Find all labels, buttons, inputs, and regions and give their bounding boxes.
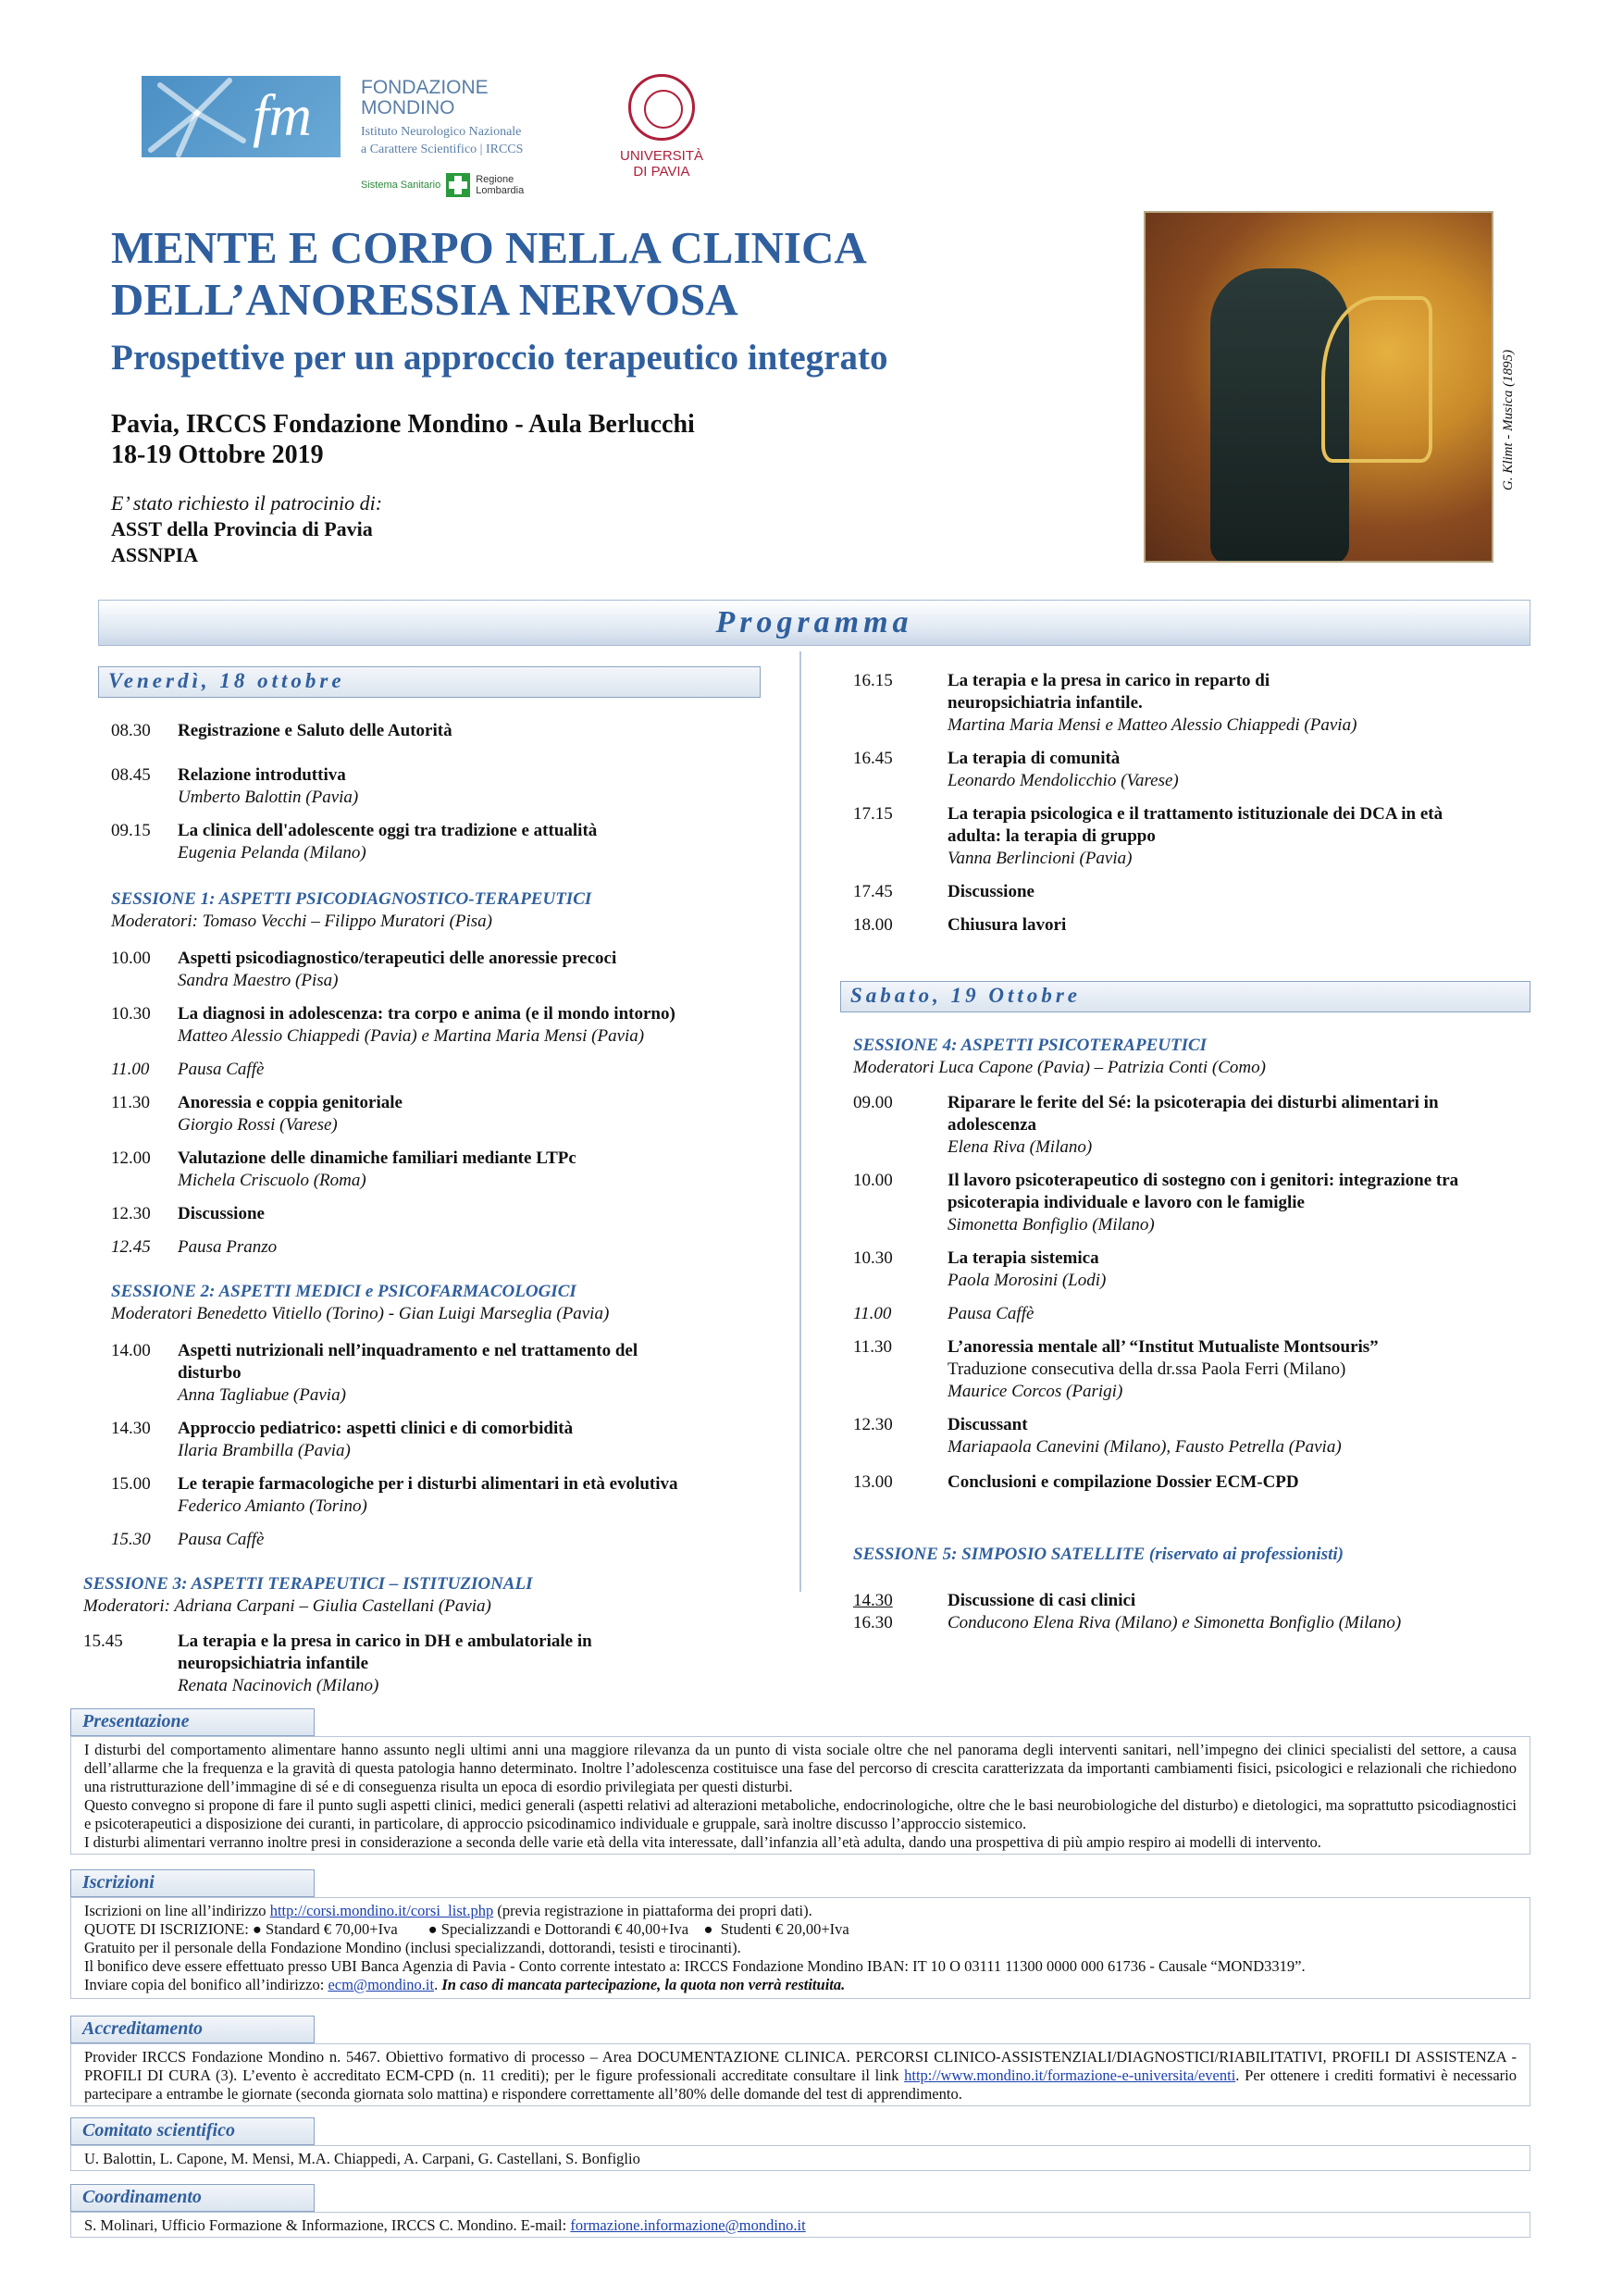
iscrizioni-link[interactable]: http://corsi.mondino.it/corsi_list.php xyxy=(269,1902,494,1919)
item-time: 10.30 xyxy=(853,1248,893,1268)
item-speaker: Maurice Corcos (Parigi) xyxy=(948,1382,1123,1401)
fm-sub-line-2: a Carattere Scientifico | IRCCS xyxy=(361,143,524,156)
session-moderators: Moderatori Benedetto Vitiello (Torino) - Gian Luigi Marseglia (Pavia) xyxy=(111,1304,610,1323)
session-heading: SESSIONE 1: ASPETTI PSICODIAGNOSTICO-TERAPEUTICI xyxy=(111,889,592,909)
item-time: 11.00 xyxy=(111,1060,150,1079)
item-title: Pausa Caffè xyxy=(178,1060,265,1079)
iscrizioni-text: Inviare copia del bonifico all’indirizzo: xyxy=(84,1976,328,1993)
item-title: Le terapie farmacologiche per i disturbi alimentari in età evolutiva xyxy=(178,1474,678,1494)
iscrizioni-bonifico: Il bonifico deve essere effettuato presso UBI Banca Agenzia di Pavia - Conto corrente intestato a: IRCCS Fondazione Mondino IBAN: IT 10 O 03111 11300 0000 000 61736 - Causale “MOND3319”. xyxy=(84,1957,1306,1975)
page-subtitle: Prospettive per un approccio terapeutico integrato xyxy=(111,338,888,378)
item-time: 09.00 xyxy=(853,1093,893,1112)
item-speaker: Eugenia Pelanda (Milano) xyxy=(178,843,366,863)
item-time: 14.00 xyxy=(111,1341,151,1360)
region-label-1: Regione xyxy=(476,174,514,185)
item-speaker: Mariapaola Canevini (Milano), Fausto Petrella (Pavia) xyxy=(948,1437,1342,1457)
ssr-label: Sistema Sanitario xyxy=(361,180,441,191)
item-time: 12.30 xyxy=(111,1204,151,1223)
item-time: 17.45 xyxy=(853,882,893,901)
region-label xyxy=(476,174,524,196)
event-place: Pavia, IRCCS Fondazione Mondino - Aula Berlucchi xyxy=(111,410,695,439)
item-speaker: Leonardo Mendolicchio (Varese) xyxy=(948,771,1179,790)
item-time: 18.00 xyxy=(853,915,893,935)
item-title: La diagnosi in adolescenza: tra corpo e anima (e il mondo intorno) xyxy=(178,1004,675,1024)
item-time: 10.30 xyxy=(111,1004,151,1024)
item-speaker: Sandra Maestro (Pisa) xyxy=(178,971,339,990)
item-time: 16.15 xyxy=(853,671,893,690)
item-title: Chiusura lavori xyxy=(948,915,1067,935)
item-time: 16.45 xyxy=(853,749,893,768)
item-title: Registrazione e Saluto delle Autorità xyxy=(178,721,452,740)
item-speaker: Paola Morosini (Lodi) xyxy=(948,1271,1107,1290)
fm-sub-line-1: Istituto Neurologico Nazionale xyxy=(361,125,522,139)
item-title: Conclusioni e compilazione Dossier ECM-CPD xyxy=(948,1472,1299,1492)
item-title: La clinica dell'adolescente oggi tra tradizione e attualità xyxy=(178,821,598,840)
accreditamento-box xyxy=(70,2043,1530,2106)
item-title: Anoressia e coppia genitoriale xyxy=(178,1093,403,1112)
item-speaker: Giorgio Rossi (Varese) xyxy=(178,1115,338,1135)
university-line-2: DI PAVIA xyxy=(633,164,690,180)
item-speaker: Matteo Alessio Chiappedi (Pavia) e Martina Maria Mensi (Pavia) xyxy=(178,1026,645,1046)
session-moderators: Moderatori Luca Capone (Pavia) – Patrizia Conti (Como) xyxy=(853,1058,1266,1077)
university-seal-icon xyxy=(628,74,695,141)
comitato-text: U. Balottin, L. Capone, M. Mensi, M.A. Chiappedi, A. Carpani, G. Castellani, S. Bonfiglio xyxy=(84,2150,640,2167)
session-heading: SESSIONE 2: ASPETTI MEDICI e PSICOFARMACOLOGICI xyxy=(111,1282,576,1301)
item-speaker: Anna Tagliabue (Pavia) xyxy=(178,1385,346,1405)
iscrizioni-header: Iscrizioni xyxy=(70,1869,315,1897)
item-speaker: Simonetta Bonfiglio (Milano) xyxy=(948,1215,1155,1235)
column-divider xyxy=(799,652,801,1592)
coordinamento-box xyxy=(70,2212,1530,2238)
university-name xyxy=(611,148,712,180)
item-time: 13.00 xyxy=(853,1472,893,1492)
item-time: 12.45 xyxy=(111,1237,151,1257)
patrocinio-intro: E’ stato richiesto il patrocinio di: xyxy=(111,491,383,515)
ecm-email-link[interactable]: ecm@mondino.it xyxy=(328,1976,435,1993)
session-3-header xyxy=(83,1573,532,1618)
item-time: 14.30 xyxy=(853,1591,893,1610)
patrocinio-2: ASSNPIA xyxy=(111,543,199,566)
item-time: 11.00 xyxy=(853,1304,892,1323)
session-2-header xyxy=(111,1281,609,1325)
session-heading: SESSIONE 4: ASPETTI PSICOTERAPEUTICI xyxy=(853,1036,1208,1055)
item-title: La terapia sistemica xyxy=(948,1248,1099,1268)
programma-label: Programma xyxy=(715,605,913,639)
item-speaker: Federico Amianto (Torino) xyxy=(178,1496,367,1516)
presentazione-p1: I disturbi del comportamento alimentare hanno assunto negli ultimi anni una maggiore rilevanza da un punto di vista sociale oltre che nel panorama degli interventi sanitari, nell’impegno dei clinici specialisti del settore, a causa dell’allarme che la frequenza e la gravità di questa patologia hanno determinato. Inoltre l’adolescenza costituisce una fase del percorso di crescita caratterizzata da importanti cambiamenti fisici, psicologici e relazionali che richiedono una ristrutturazione dell’immagine di sé e di conseguenza risulta un epoca di esordio privilegiata per questi disturbi. xyxy=(84,1741,1517,1795)
item-title: Pausa Pranzo xyxy=(178,1237,278,1257)
regione-lombardia-logo xyxy=(361,173,524,197)
moderators-label: Moderatori xyxy=(111,912,192,931)
presentazione-box xyxy=(70,1736,1530,1855)
universita-pavia-logo xyxy=(611,74,712,194)
session-heading: SESSIONE 3: ASPETTI TERAPEUTICI – ISTITUZIONALI xyxy=(83,1574,533,1594)
item-title-cont: neuropsichiatria infantile. xyxy=(948,693,1143,713)
item-title: Aspetti psicodiagnostico/terapeutici delle anoressie precoci xyxy=(178,949,617,968)
page-title xyxy=(111,222,867,326)
item-title: Riparare le ferite del Sé: la psicoterapia dei disturbi alimentari in xyxy=(948,1093,1439,1112)
item-title-cont: disturbo xyxy=(178,1363,242,1383)
item-speaker: Conducono Elena Riva (Milano) e Simonetta Bonfiglio (Milano) xyxy=(948,1613,1402,1632)
painting-caption: G. Klimt - Musica (1895) xyxy=(1501,349,1516,490)
fm-logo-text: fm xyxy=(253,82,312,148)
region-label-2: Lombardia xyxy=(476,185,525,196)
session-5-header xyxy=(853,1544,1344,1566)
fondazione-mondino-logo xyxy=(142,76,341,157)
item-title: Il lavoro psicoterapeutico di sostegno con i genitori: integrazione tra xyxy=(948,1171,1459,1190)
health-cross-icon xyxy=(446,173,470,197)
item-title: Discussione xyxy=(948,882,1035,901)
item-time: 15.30 xyxy=(111,1530,151,1549)
programma-banner xyxy=(98,600,1530,646)
item-title: L’anoressia mentale all’ “Institut Mutualiste Montsouris” xyxy=(948,1337,1379,1357)
accreditamento-header: Accreditamento xyxy=(70,2016,315,2043)
item-title-cont: neuropsichiatria infantile xyxy=(178,1654,369,1673)
title-line-1: MENTE E CORPO NELLA CLINICA xyxy=(111,222,867,273)
item-time: 10.00 xyxy=(853,1171,893,1190)
item-speaker: Ilaria Brambilla (Pavia) xyxy=(178,1441,351,1460)
presentazione-p3: I disturbi alimentari verranno inoltre presi in considerazione a seconda delle varie età della vita interessate, dall’infanzia all’età adulta, dando una prospettiva di più ampio respiro ai modelli di intervento. xyxy=(84,1833,1321,1851)
iscrizioni-text: . xyxy=(434,1976,442,1993)
item-speaker: Michela Criscuolo (Roma) xyxy=(178,1171,366,1190)
accreditamento-link[interactable]: http://www.mondino.it/formazione-e-universita/eventi xyxy=(904,2066,1236,2084)
item-speaker: Vanna Berlincioni (Pavia) xyxy=(948,849,1133,868)
item-title: Relazione introduttiva xyxy=(178,765,346,785)
item-title: La terapia psicologica e il trattamento istituzionale dei DCA in età xyxy=(948,804,1443,824)
item-title-cont: psicoterapia individuale e lavoro con le famiglie xyxy=(948,1193,1305,1212)
item-speaker: Umberto Balottin (Pavia) xyxy=(178,788,359,807)
item-time: 11.30 xyxy=(111,1093,151,1112)
fm-subtitle xyxy=(361,123,523,158)
coordinamento-email-link[interactable]: formazione.informazione@mondino.it xyxy=(570,2216,806,2234)
iscrizioni-gratuito: Gratuito per il personale della Fondazione Mondino (inclusi specializzandi, dottorandi, tesisti e tirocinanti). xyxy=(84,1939,741,1956)
session-4-header xyxy=(853,1035,1266,1079)
item-title: Discussant xyxy=(948,1415,1028,1434)
title-line-2: DELL’ANORESSIA NERVOSA xyxy=(111,274,738,325)
item-title: Pausa Caffè xyxy=(178,1530,265,1549)
item-speaker: Renata Nacinovich (Milano) xyxy=(178,1676,379,1695)
item-title-cont: adulta: la terapia di gruppo xyxy=(948,826,1156,846)
iscrizioni-note: In caso di mancata partecipazione, la quota non verrà restituita. xyxy=(441,1976,846,1993)
item-title-cont: adolescenza xyxy=(948,1115,1037,1135)
item-time: 14.30 xyxy=(111,1419,151,1438)
day-header-friday: Venerdì, 18 ottobre xyxy=(98,666,761,698)
comitato-header: Comitato scientifico xyxy=(70,2117,315,2145)
coordinamento-text: S. Molinari, Ufficio Formazione & Informazione, IRCCS C. Mondino. E-mail: xyxy=(84,2216,571,2234)
item-time: 10.00 xyxy=(111,949,151,968)
item-speaker: Martina Maria Mensi e Matteo Alessio Chiappedi (Pavia) xyxy=(948,715,1357,735)
item-title: Discussione xyxy=(178,1204,265,1223)
item-time: 08.30 xyxy=(111,721,151,740)
university-line-1: UNIVERSITÀ xyxy=(619,148,703,164)
session-moderators: Moderatori: Adriana Carpani – Giulia Castellani (Pavia) xyxy=(83,1596,491,1616)
patrocinio-1: ASST della Provincia di Pavia xyxy=(111,517,373,540)
item-time: 15.45 xyxy=(83,1632,123,1651)
item-time: 09.15 xyxy=(111,821,151,840)
item-title: Pausa Caffè xyxy=(948,1304,1035,1323)
item-title: La terapia e la presa in carico in reparto di xyxy=(948,671,1270,690)
item-note: Traduzione consecutiva della dr.ssa Paola Ferri (Milano) xyxy=(948,1359,1346,1379)
item-title: Discussione di casi clinici xyxy=(948,1591,1136,1610)
event-place-date xyxy=(111,409,695,470)
item-time: 16.30 xyxy=(853,1613,893,1632)
item-time: 12.00 xyxy=(111,1148,151,1168)
day-header-saturday: Sabato, 19 Ottobre xyxy=(840,981,1530,1012)
fm-name xyxy=(361,78,490,118)
accreditamento-text: . Per ottenere i crediti formativi è necessario partecipare a entrambe le giornate (seconda giornata solo mattina) e rispondere correttamente all’80% delle domande del test di apprendimento. xyxy=(84,2066,1517,2103)
accreditamento-text: Provider IRCCS Fondazione Mondino n. 5467. Obiettivo formativo di processo – Area DOCUMENTAZIONE CLINICA. PERCORSI CLINICO-ASSISTENZIALI/DIAGNOSTICI/RIABILITATIVI, PROFILI DI ASSISTENZA - PROFILI DI CURA (3). L’evento è accreditato ECM-CPD (n. 11 crediti); per le figure professionali accreditate consultare il link xyxy=(84,2048,1517,2084)
iscrizioni-text: Iscrizioni on line all’indirizzo xyxy=(84,1902,270,1919)
event-dates: 18-19 Ottobre 2019 xyxy=(111,441,324,469)
comitato-box xyxy=(70,2145,1530,2171)
presentazione-header: Presentazione xyxy=(70,1708,315,1736)
item-title: Approccio pediatrico: aspetti clinici e di comorbidità xyxy=(178,1419,574,1438)
item-time: 11.30 xyxy=(853,1337,893,1357)
quote-iscrizione: QUOTE DI ISCRIZIONE: ● Standard € 70,00+Iva ● Specializzandi e Dottorandi € 40,00+Iva ● Studenti € 20,00+Iva xyxy=(84,1920,849,1938)
item-title: La terapia e la presa in carico in DH e ambulatoriale in xyxy=(178,1632,592,1651)
item-title: Valutazione delle dinamiche familiari mediante LTPc xyxy=(178,1148,576,1168)
item-time: 12.30 xyxy=(853,1415,893,1434)
iscrizioni-text: (previa registrazione in piattaforma dei propri dati). xyxy=(493,1902,812,1919)
klimt-painting-image xyxy=(1144,211,1493,563)
session-moderators: : Tomaso Vecchi – Filippo Muratori (Pisa) xyxy=(192,912,493,931)
item-time: 08.45 xyxy=(111,765,151,785)
presentazione-p2: Questo convegno si propone di fare il punto sugli aspetti clinici, medici generali (aspetti relativi ad alterazioni metaboliche, endocrinologiche, oltre che le basi neurobiologiche del disturbo) e dietologici, ma soprattutto psicodiagnostici e psicoterapeutici a disposizione dei curanti, in particolare, di approccio psicodinamico individuale e gruppale, sarà inoltre discusso l’approccio sistemico. xyxy=(84,1796,1517,1832)
item-title: La terapia di comunità xyxy=(948,749,1121,768)
fm-name-text: FONDAZIONE MONDINO xyxy=(361,77,489,118)
session-1-header xyxy=(111,888,591,933)
item-title: Aspetti nutrizionali nell’inquadramento e nel trattamento del xyxy=(178,1341,638,1360)
patrocinio xyxy=(111,490,382,568)
iscrizioni-box xyxy=(70,1897,1530,1999)
session-heading: SESSIONE 5: SIMPOSIO SATELLITE (riservato ai professionisti) xyxy=(853,1545,1344,1564)
item-time: 15.00 xyxy=(111,1474,151,1494)
painting-harp xyxy=(1321,296,1432,463)
item-time: 17.15 xyxy=(853,804,893,824)
item-speaker: Elena Riva (Milano) xyxy=(948,1137,1093,1157)
coordinamento-header: Coordinamento xyxy=(70,2184,315,2212)
